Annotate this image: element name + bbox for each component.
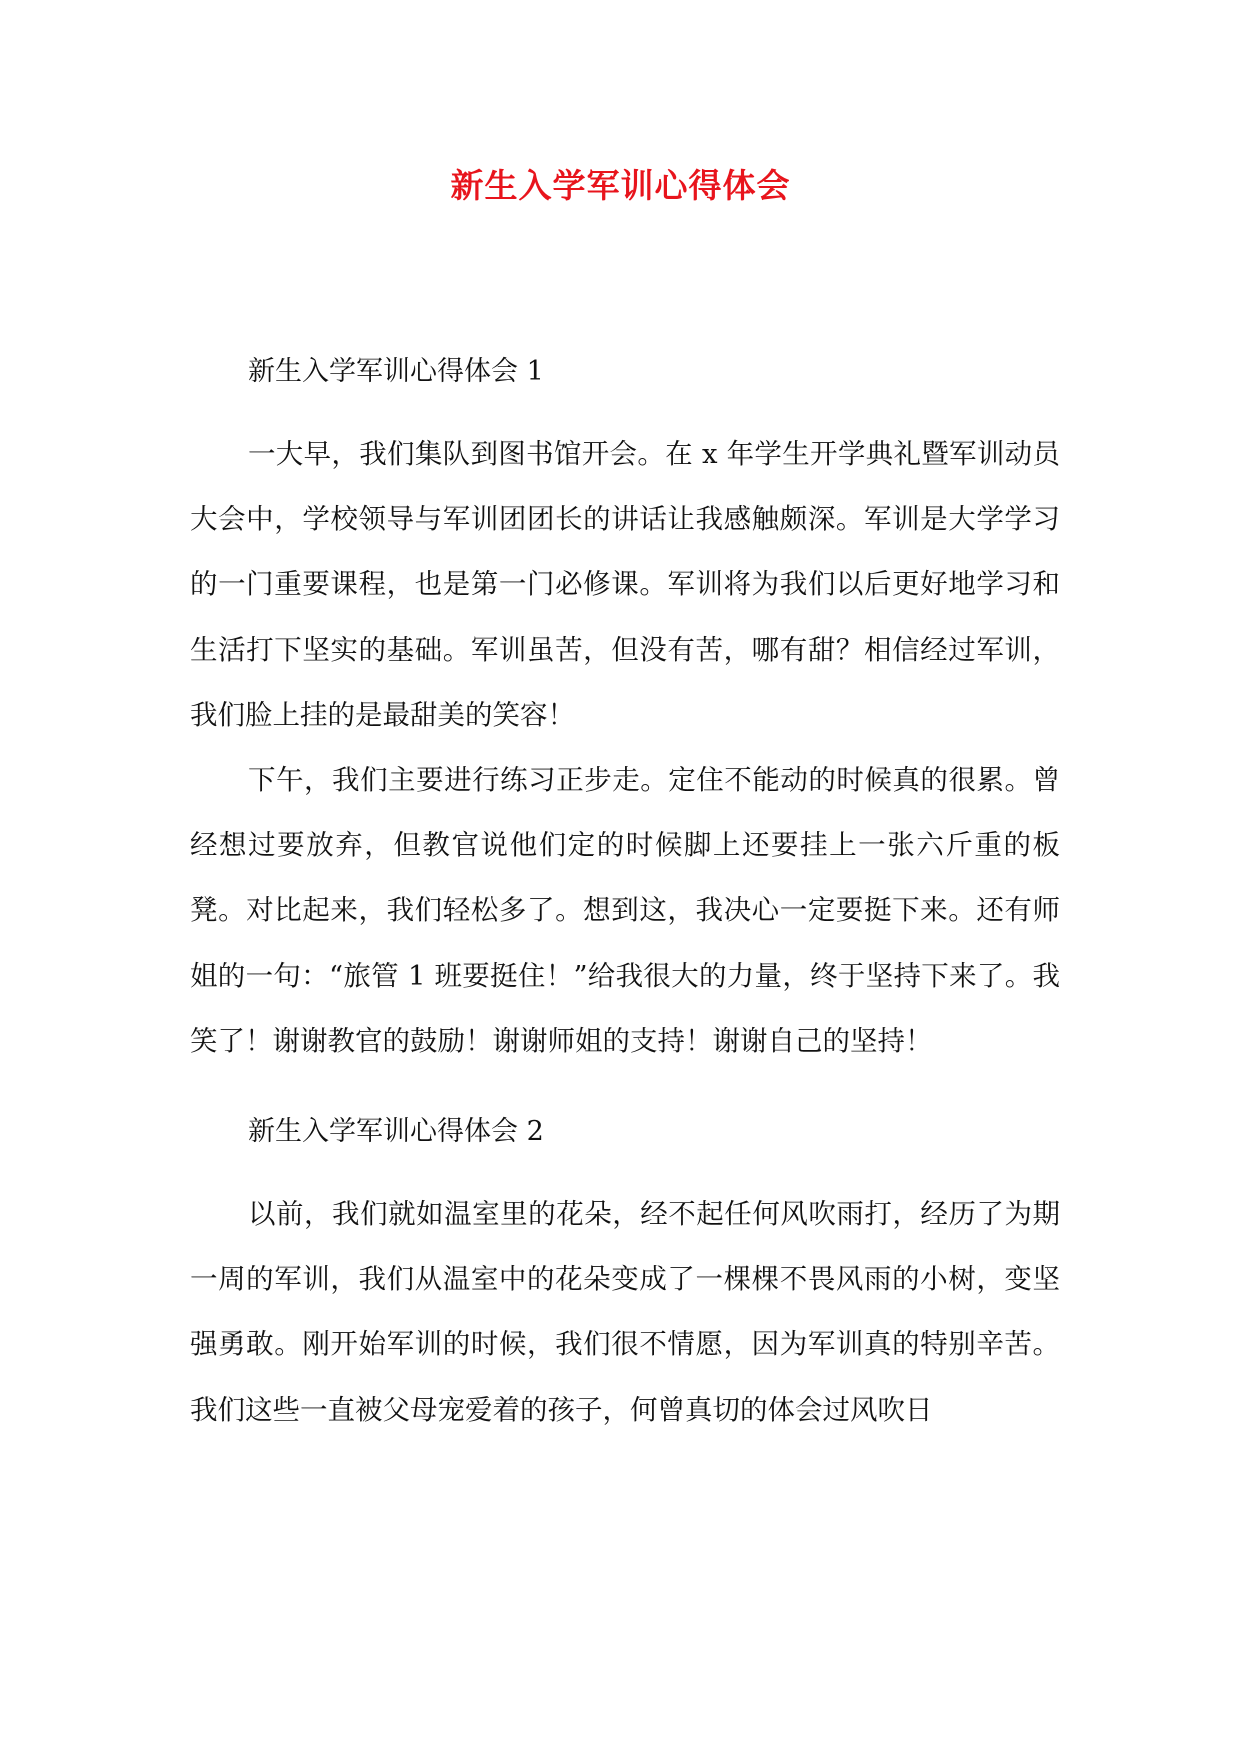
section-heading-1: 新生入学军训心得体会 1	[248, 356, 544, 387]
section-heading-2: 新生入学军训心得体会 2	[248, 1116, 544, 1147]
document-title: 新生入学军训心得体会	[450, 166, 791, 205]
section-2-paragraph-1: 以前，我们就如温室里的花朵，经不起任何风吹雨打，经历了为期一周的军训，我们从温室中的花朵变成了一棵棵不畏风雨的小树，变坚强勇敢。刚开始军训的时候，我们很不情愿，因为军训真的特别辛苦。我们这些一直被父母宠爱着的孩子，何曾真切的体会过风吹日	[190, 1198, 1060, 1426]
section-1-paragraph-2: 下午，我们主要进行练习正步走。定住不能动的时候真的很累。曾经想过要放弃，但教官说他们定的时候脚上还要挂上一张六斤重的板凳。对比起来，我们轻松多了。想到这，我决心一定要挺下来。还有师姐的一句：“旅管 1 班要挺住！”给我很大的力量，终于坚持下来了。我笑了！谢谢教官的鼓励！谢谢师姐的支持！谢谢自己的坚持！	[190, 764, 1060, 1057]
section-1-paragraph-1: 一大早，我们集队到图书馆开会。在 x 年学生开学典礼暨军训动员大会中，学校领导与军训团团长的讲话让我感触颇深。军训是大学学习的一门重要课程，也是第一门必修课。军训将为我们以后更好地学习和生活打下坚实的基础。军训虽苦，但没有苦，哪有甜？相信经过军训，我们脸上挂的是最甜美的笑容！	[190, 438, 1060, 731]
